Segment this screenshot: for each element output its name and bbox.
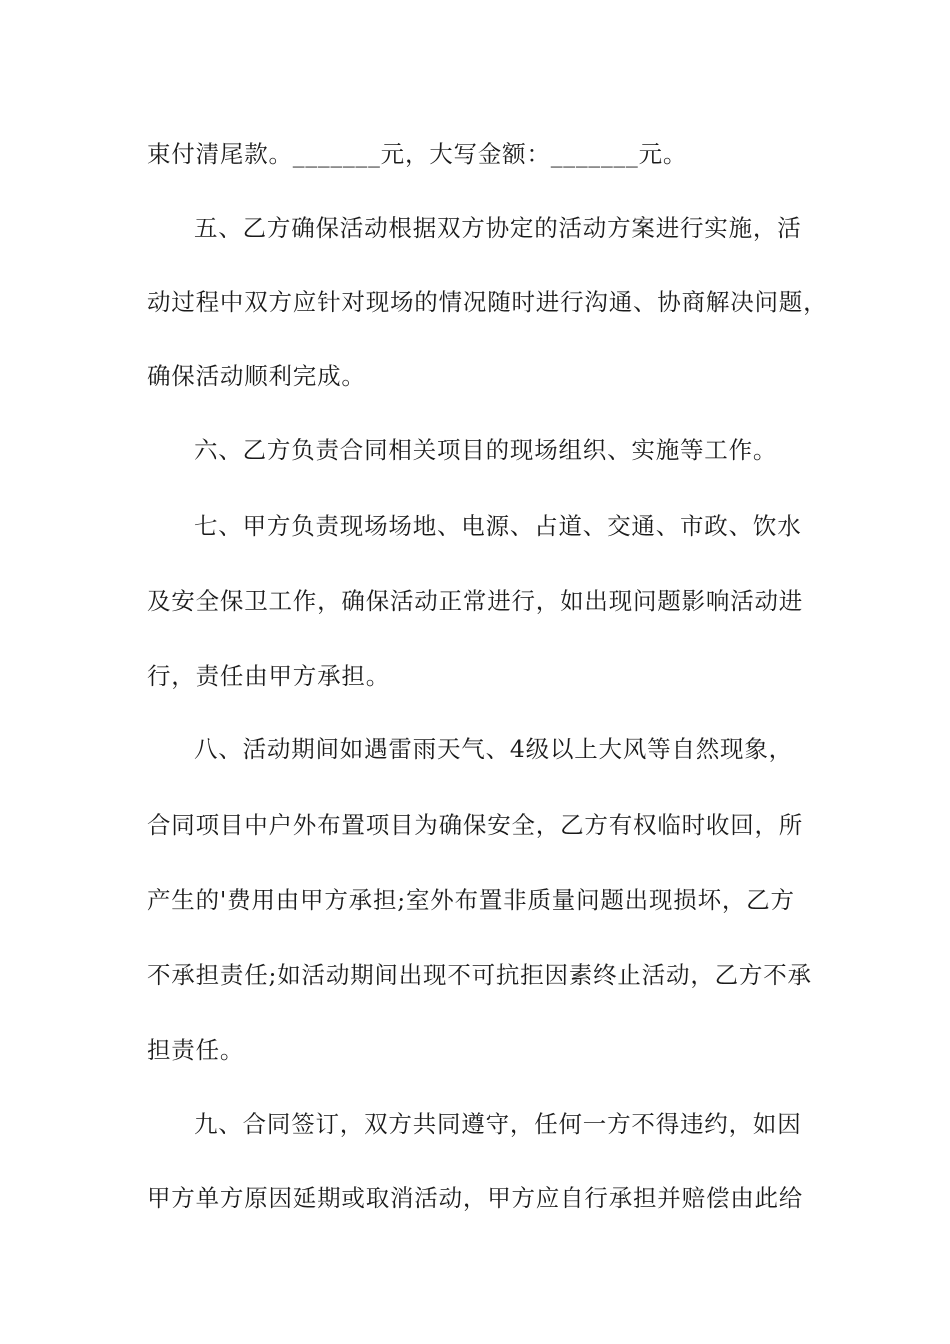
clause-5-line-2: 动过程中双方应针对现场的情况随时进行沟通、协商解决问题， (147, 288, 828, 316)
clause-7-line-3: 行，责任由甲方承担。 (147, 662, 390, 690)
clause-5-line-1: 五、乙方确保活动根据双方协定的活动方案进行实施，活 (194, 214, 802, 242)
clause-9-line-1: 九、合同签订，双方共同遵守，任何一方不得违约，如因 (194, 1110, 802, 1138)
text-line-tail-payment: 束付清尾款。_______元，大写金额：_______元。 (147, 140, 688, 168)
clause-8-line-3: 产生的'费用由甲方承担;室外布置非质量问题出现损坏，乙方 (147, 886, 795, 914)
clause-8-line-5: 担责任。 (147, 1036, 245, 1064)
clause-7-line-2: 及安全保卫工作，确保活动正常进行，如出现问题影响活动进 (147, 587, 804, 615)
clause-5-line-3: 确保活动顺利完成。 (147, 362, 366, 390)
clause-6-line-1: 六、乙方负责合同相关项目的现场组织、实施等工作。 (194, 436, 778, 464)
clause-9-line-2: 甲方单方原因延期或取消活动，甲方应自行承担并赔偿由此给 (147, 1184, 804, 1212)
clause-8-line-4: 不承担责任;如活动期间出现不可抗拒因素终止活动，乙方不承 (147, 961, 812, 989)
clause-8-line-1: 八、活动期间如遇雷雨天气、4级以上大风等自然现象， (194, 735, 793, 763)
clause-8-line-2: 合同项目中户外布置项目为确保安全，乙方有权临时收回，所 (147, 811, 804, 839)
clause-7-line-1: 七、甲方负责现场场地、电源、占道、交通、市政、饮水 (194, 512, 802, 540)
